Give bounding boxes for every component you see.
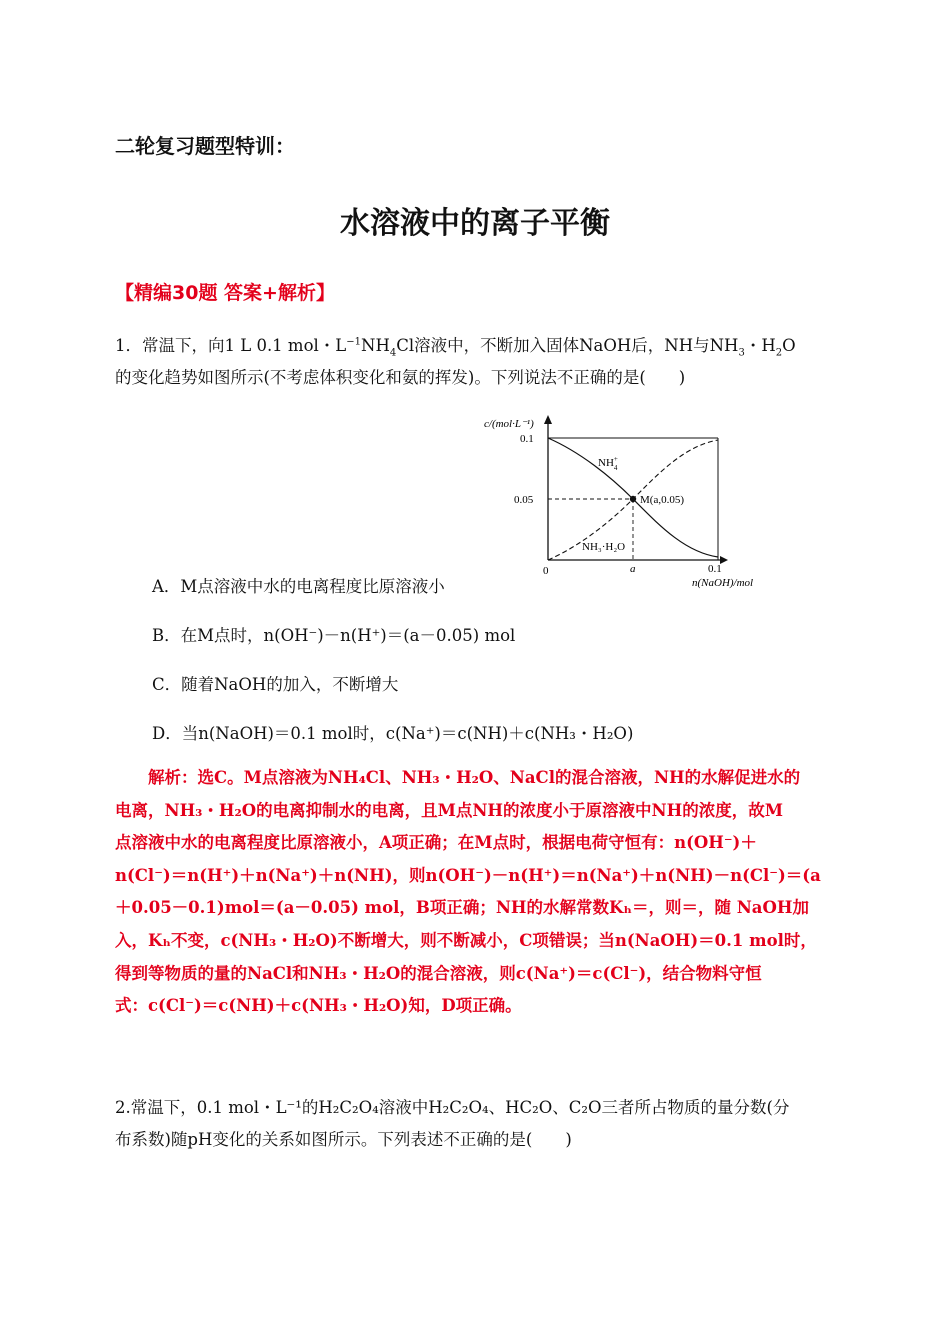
point-m-label: M(a,0.05) [640,494,684,506]
q1-option-d: D．当n(NaOH)＝0.1 mol时，c(Na⁺)＝c(NH)＋c(NH₃・H₂O) [152,724,634,743]
point-m [630,496,636,502]
x-axis-label: n(NaOH)/mol [692,577,754,589]
q2-stem [115,1092,845,1156]
explanation-line: 得到等物质的量的NaCl和NH₃・H₂O的混合溶液，则c(Na⁺)＝c(Cl⁻)，结合物料守恒 [115,963,762,983]
x-tick-end: 0.1 [708,563,722,575]
explanation-line: ＋0.05－0.1)mol＝(a－0.05) mol，B项正确；NH的水解常数Kₕ＝，则＝，随 NaOH加 [115,898,809,918]
q1-option-b: B．在M点时，n(OH⁻)－n(H⁺)＝(a－0.05) mol [152,626,516,645]
answer-tag: 【精编30题 答案+解析】 [115,282,335,304]
explanation-line: 电离，NH₃・H₂O的电离抑制水的电离，且M点NH的浓度小于原溶液中NH的浓度，故M [115,800,783,820]
y-tick-top: 0.1 [520,433,534,445]
q2-line: 布系数)随pH变化的关系如图所示。下列表述不正确的是( ) [115,1130,572,1149]
q1-option-c: C．随着NaOH的加入，不断增大 [152,675,399,694]
explanation-line: 点溶液中水的电离程度比原溶液小，A项正确；在M点时，根据电荷守恒有：n(OH⁻)＋ [115,833,757,853]
q2-line: 2.常温下，0.1 mol・L⁻¹的H₂C₂O₄溶液中H₂C₂O₄、HC₂O、C₂O三者所占物质的量分数(分 [115,1098,790,1117]
explanation-line: n(Cl⁻)＝n(H⁺)＋n(Na⁺)＋n(NH)，则n(OH⁻)－n(H⁺)＝n(Na⁺)＋n(NH)－n(Cl⁻)＝(a [115,865,821,885]
q1-stem: 1．常温下，向1 L 0.1 mol・$L^{-1}NH_4Cl$溶液中，不断加入固体NaOH后，NH与$NH_3$・$H_2O$ 的变化趋势如图所示(不考虑体积变化和氨的挥发)。下列说法不正确的是( ) [115,336,796,387]
x-tick-origin: 0 [543,565,549,577]
explanation-line: 入，Kₕ不变，c(NH₃・H₂O)不断增大，则不断减小，C项错误；当n(NaOH)＝0.1 mol时， [115,930,817,950]
subtitle: 二轮复习题型特训： [115,134,295,158]
y-axis-arrow [544,415,552,424]
nh3-series-label: NH₃·H₂O [582,541,626,553]
x-tick-a: a [630,563,636,575]
y-tick-mid: 0.05 [514,494,534,506]
nh4-series-label: NH+ 4 [598,455,618,472]
page-title: 水溶液中的离子平衡 [340,206,610,241]
q1-explanation [115,762,843,1023]
explanation-line: 解析：选C。M点溶液为NH₄Cl、NH₃・H₂O、NaCl的混合溶液，NH的水解促进水的 [148,768,801,787]
explanation-line: 式：c(Cl⁻)＝c(NH)＋c(NH₃・H₂O)知，D项正确。 [115,996,522,1016]
concentration-chart [470,410,770,590]
q1-option-a: A．M点溶液中水的电离程度比原溶液小 [152,577,445,596]
y-axis-label: c/(mol·L⁻¹) [484,418,534,430]
